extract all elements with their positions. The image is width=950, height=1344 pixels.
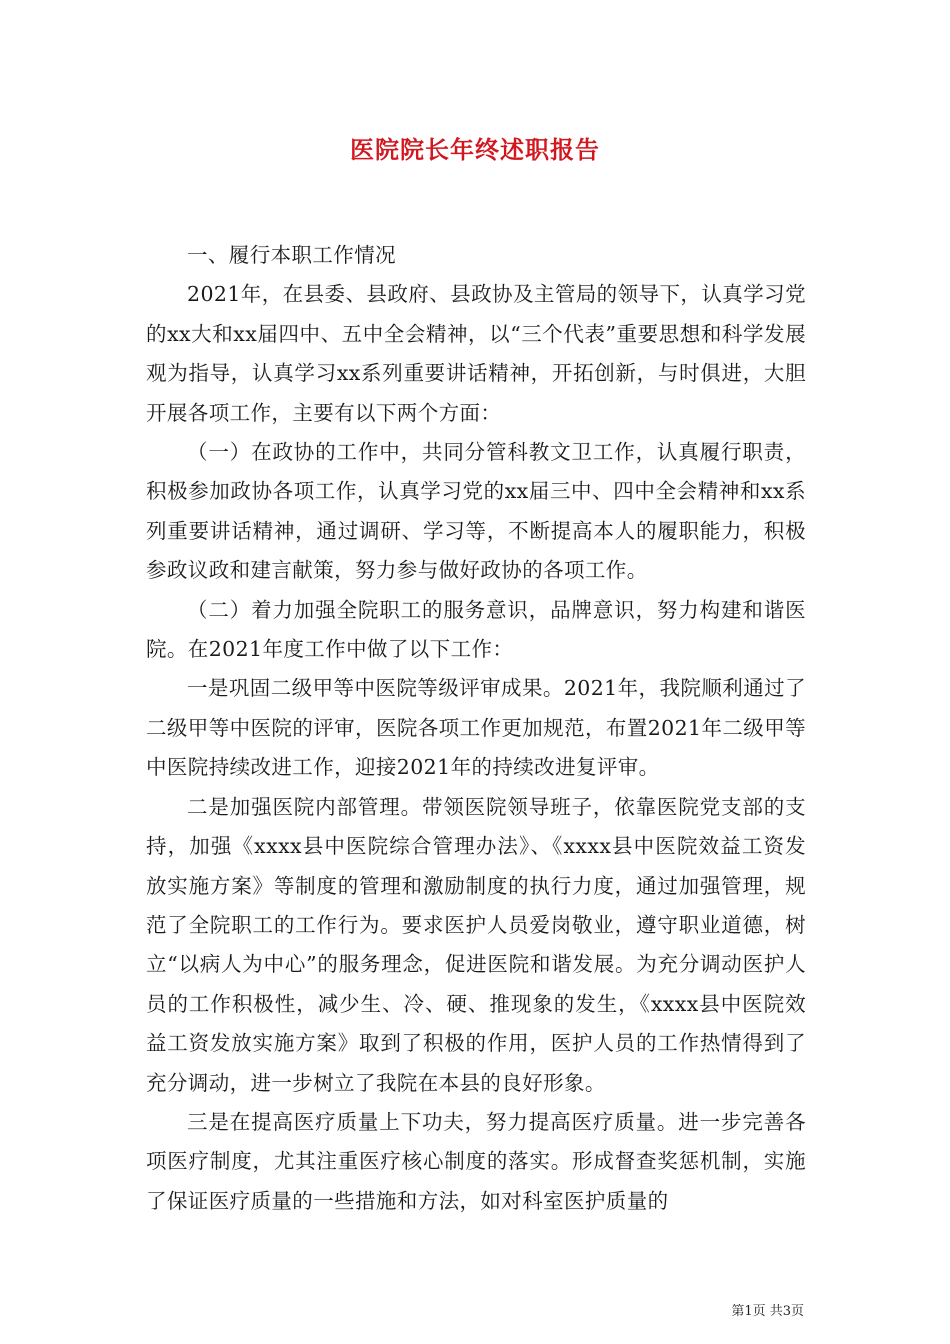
document-body <box>146 236 806 1221</box>
paragraph-point-three: 三是在提高医疗质量上下功夫，努力提高医疗质量。进一步完善各项医疗制度，尤其注重医疗核心制度的落实。形成督查奖惩机制，实施了保证医疗质量的一些措施和方法，如对科室医护质量的 <box>146 1109 806 1213</box>
paragraph-point-one: 一是巩固二级甲等中医院等级评审成果。2021年，我院顺利通过了二级甲等中医院的评审，医院各项工作更加规范，布置2021年二级甲等中医院持续改进工作，迎接2021年的持续改进复评审。 <box>146 676 806 780</box>
section-heading: 一、履行本职工作情况 <box>187 243 396 267</box>
paragraph-intro: 2021年，在县委、县政府、县政协及主管局的领导下，认真学习党的xx大和xx届四中、五中全会精神，以“三个代表”重要思想和科学发展观为指导，认真学习xx系列重要讲话精神，开拓创新，与时俱进，大胆开展各项工作，主要有以下两个方面： <box>146 282 806 425</box>
paragraph-item-one: （一）在政协的工作中，共同分管科教文卫工作，认真履行职责，积极参加政协各项工作，认真学习党的xx届三中、四中全会精神和xx系列重要讲话精神，通过调研、学习等，不断提高本人的履职能力，积极参政议政和建言献策，努力参与做好政协的各项工作。 <box>146 440 806 583</box>
page-number: 第1页 共3页 <box>731 1304 804 1319</box>
document-title: 医院院长年终述职报告 <box>350 135 600 164</box>
paragraph-point-two: 二是加强医院内部管理。带领医院领导班子，依靠医院党支部的支持，加强《xxxx县中医院综合管理办法》、《xxxx县中医院效益工资发放实施方案》等制度的管理和激励制度的执行力度，通过加强管理，规范了全院职工的工作行为。要求医护人员爱岗敬业，遵守职业道德，树立“以病人为中心”的服务理念，促进医院和谐发展。为充分调动医护人员的工作积极性，减少生、冷、硬、推现象的发生，《xxxx县中医院效益工资发放实施方案》取到了积极的作用，医护人员的工作热情得到了充分调动，进一步树立了我院在本县的良好形象。 <box>146 794 806 1095</box>
paragraph-item-two: （二）着力加强全院职工的服务意识，品牌意识，努力构建和谐医院。在2021年度工作中做了以下工作： <box>146 597 806 662</box>
